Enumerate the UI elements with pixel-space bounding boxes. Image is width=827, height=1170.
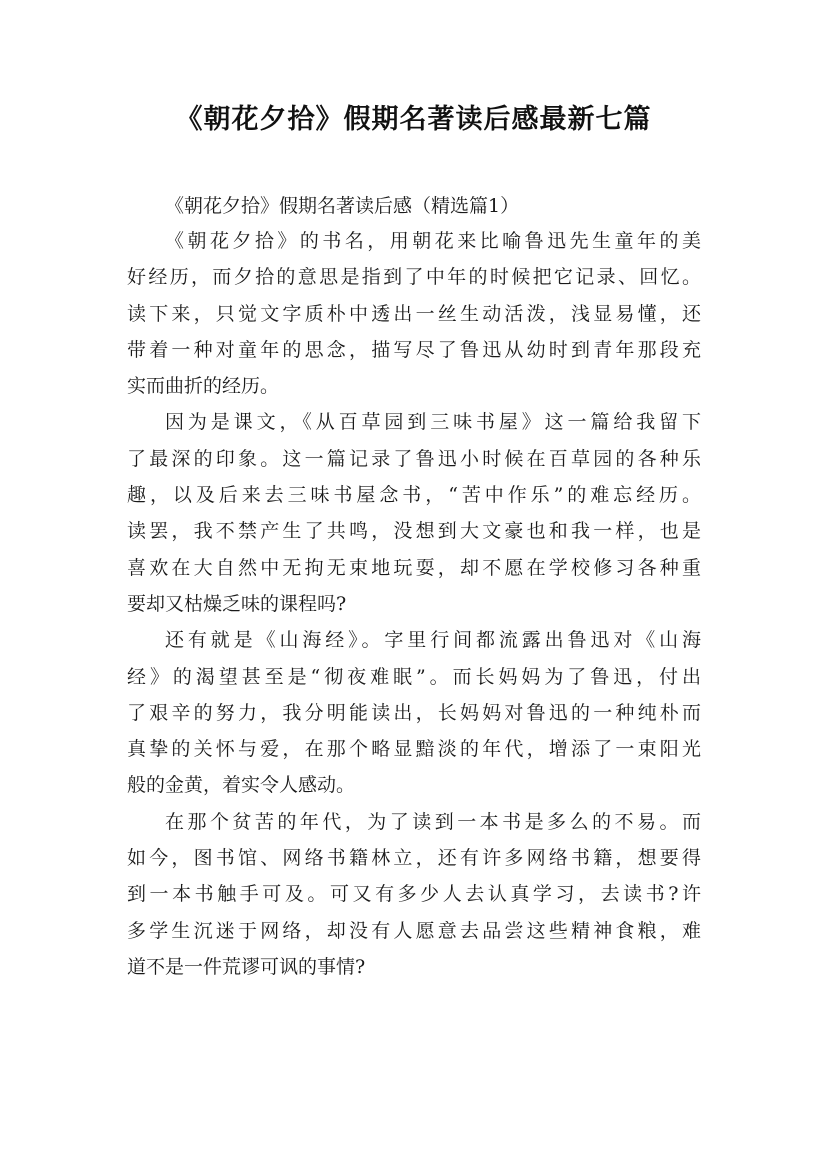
paragraph-line: 喜欢在大自然中无拘无束地玩耍，却不愿在学校修习各种重 xyxy=(127,556,701,579)
paragraph-3 xyxy=(127,622,701,803)
paragraph-line: 《朝花夕拾》的书名，用朝花来比喻鲁迅先生童年的美 xyxy=(165,230,701,252)
paragraph-4 xyxy=(127,804,701,985)
paragraph-1 xyxy=(127,223,701,404)
paragraph-line: 趣，以及后来去三味书屋念书，“苦中作乐”的难忘经历。 xyxy=(127,484,701,507)
paragraph-line: 真挚的关怀与爱，在那个略显黯淡的年代，增添了一束阳光 xyxy=(127,738,701,761)
paragraph-line: 经》的渴望甚至是“彻夜难眠”。而长妈妈为了鲁迅，付出 xyxy=(127,665,701,688)
paragraph-2 xyxy=(127,404,701,622)
document-title: 《朝花夕拾》假期名著读后感最新七篇 xyxy=(175,104,652,135)
paragraph-line: 读罢，我不禁产生了共鸣，没想到大文豪也和我一样，也是 xyxy=(127,520,701,543)
paragraph-line: 如今，图书馆、网络书籍林立，还有许多网络书籍，想要得 xyxy=(127,847,701,870)
section-heading: 《朝花夕拾》假期名著读后感（精选篇1） xyxy=(165,195,520,217)
paragraph-line: 实而曲折的经历。 xyxy=(127,375,280,398)
paragraph-line: 还有就是《山海经》。字里行间都流露出鲁迅对《山海 xyxy=(165,629,701,652)
paragraph-line: 了艰辛的努力，我分明能读出，长妈妈对鲁迅的一种纯朴而 xyxy=(127,701,701,724)
paragraph-line: 到一本书触手可及。可又有多少人去认真学习，去读书?许 xyxy=(127,883,701,906)
paragraph-line: 般的金黄，着实令人感动。 xyxy=(127,774,356,797)
document-body xyxy=(127,190,701,985)
paragraph-line: 带着一种对童年的思念，描写尽了鲁迅从幼时到青年那段充 xyxy=(127,338,701,361)
paragraph-line: 读下来，只觉文字质朴中透出一丝生动活泼，浅显易懂，还 xyxy=(127,302,701,325)
paragraph-line: 要却又枯燥乏味的课程吗? xyxy=(127,592,347,615)
paragraph-line: 道不是一件荒谬可讽的事情? xyxy=(127,955,366,978)
paragraph-line: 在那个贫苦的年代，为了读到一本书是多么的不易。而 xyxy=(165,810,701,833)
paragraph-line: 多学生沉迷于网络，却没有人愿意去品尝这些精神食粮，难 xyxy=(127,919,701,942)
paragraph-line: 好经历，而夕拾的意思是指到了中年的时候把它记录、回忆。 xyxy=(127,266,701,289)
paragraph-line: 了最深的印象。这一篇记录了鲁迅小时候在百草园的各种乐 xyxy=(127,447,701,470)
paragraph-line: 因为是课文，《从百草园到三味书屋》这一篇给我留下 xyxy=(165,411,701,434)
